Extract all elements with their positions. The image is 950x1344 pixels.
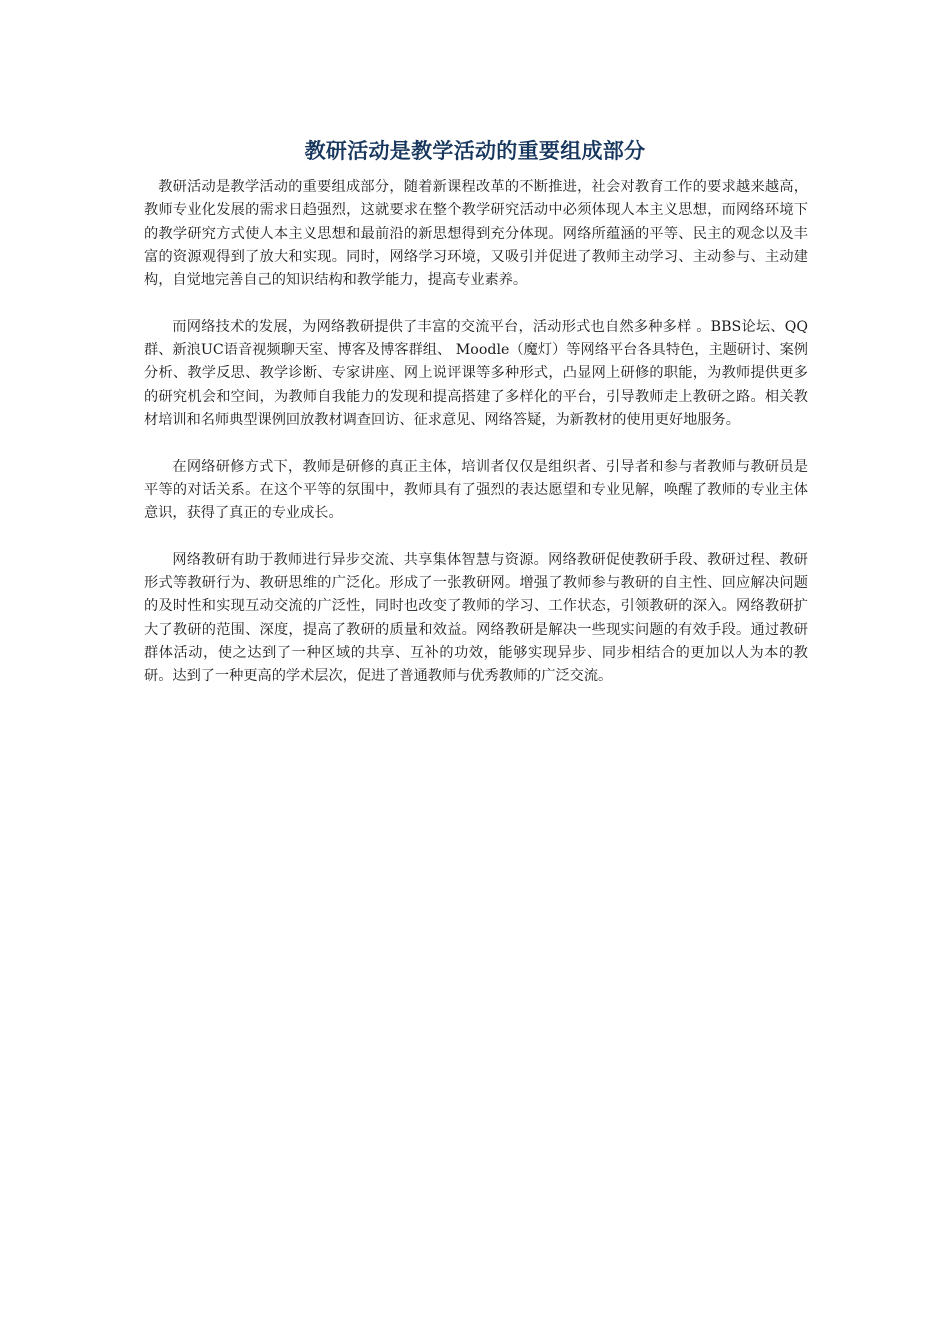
paragraph-3: 在网络研修方式下，教师是研修的真正主体，培训者仅仅是组织者、引导者和参与者教师与教研员是平等的对话关系。在这个平等的氛围中，教师具有了强烈的表达愿望和专业见解，唤醒了教师的专业主体意识，获得了真正的专业成长。	[144, 458, 808, 522]
document-title: 教研活动是教学活动的重要组成部分	[304, 139, 646, 163]
paragraph-4: 网络教研有助于教师进行异步交流、共享集体智慧与资源。网络教研促使教研手段、教研过程、教研形式等教研行为、教研思维的广泛化。形成了一张教研网。增强了教师参与教研的自主性、回应解决问题的及时性和实现互动交流的广泛性，同时也改变了教师的学习、工作状态，引领教研的深入。网络教研扩大了教研的范围、深度，提高了教研的质量和效益。网络教研是解决一些现实问题的有效手段。通过教研群体活动，使之达到了一种区域的共享、互补的功效，能够实现异步、同步相结合的更加以人为本的教研。达到了一种更高的学术层次，促进了普通教师与优秀教师的广泛交流。	[144, 551, 808, 685]
paragraph-1: 教研活动是教学活动的重要组成部分，随着新课程改革的不断推进，社会对教育工作的要求越来越高，教师专业化发展的需求日趋强烈，这就要求在整个教学研究活动中必须体现人本主义思想，而网络环境下的教学研究方式使人本主义思想和最前沿的新思想得到充分体现。网络所蕴涵的平等、民主的观念以及丰富的资源观得到了放大和实现。同时，网络学习环境，又吸引并促进了教师主动学习、主动参与、主动建构，自觉地完善自己的知识结构和教学能力，提高专业素养。	[144, 179, 808, 289]
paragraph-2: 而网络技术的发展，为网络教研提供了丰富的交流平台，活动形式也自然多种多样 。BBS论坛、QQ群、新浪UC语音视频聊天室、博客及博客群组、 Moodle（魔灯）等网络平台各具特色，主题研讨、案例分析、教学反思、教学诊断、专家讲座、网上说评课等多种形式，凸显网上研修的职能，为教师提供更多的研究机会和空间，为教师自我能力的发现和提高搭建了多样化的平台，引导教师走上教研之路。相关教材培训和名师典型课例回放教材调查回访、征求意见、网络答疑，为新教材的使用更好地服务。	[144, 318, 808, 428]
document-body	[144, 176, 808, 712]
